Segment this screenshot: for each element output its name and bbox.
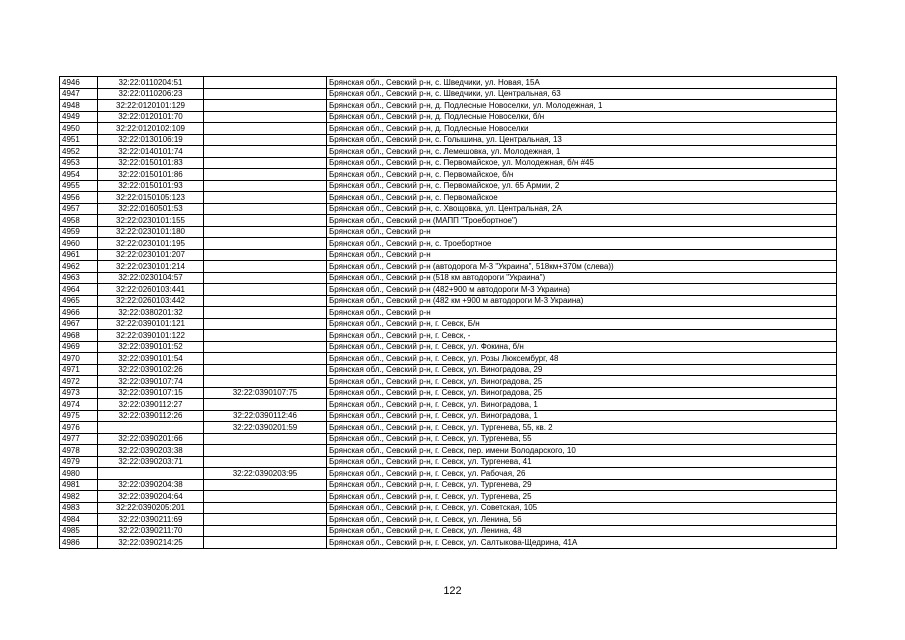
- address-cell: Брянская обл., Севский р-н, г. Севск, ул. Рабочая, 26: [327, 468, 837, 480]
- address-cell: Брянская обл., Севский р-н, г. Севск, ул. Виноградова, 25: [327, 376, 837, 388]
- address-cell: Брянская обл., Севский р-н: [327, 307, 837, 319]
- cadastral-number-cell: 32:22:0120102:109: [98, 123, 204, 135]
- address-cell: Брянская обл., Севский р-н (автодорога М-3 "Украина", 518км+370м (слева)): [327, 261, 837, 273]
- table-row: [60, 399, 837, 411]
- linked-cadastral-number-cell: [204, 146, 327, 158]
- cadastral-number-cell: 32:22:0390102:26: [98, 364, 204, 376]
- cadastral-number-cell: 32:22:0150105:123: [98, 192, 204, 204]
- address-cell: Брянская обл., Севский р-н, г. Севск, ул. Ленина, 48: [327, 525, 837, 537]
- address-cell: Брянская обл., Севский р-н, с. Троебортное: [327, 238, 837, 250]
- row-number-cell: 4964: [60, 284, 98, 296]
- address-cell: Брянская обл., Севский р-н, г. Севск, ул. Ленина, 56: [327, 514, 837, 526]
- cadastral-number-cell: 32:22:0390101:54: [98, 353, 204, 365]
- address-cell: Брянская обл., Севский р-н, с. Первомайское, ул. Молодежная, б/н #45: [327, 157, 837, 169]
- address-cell: Брянская обл., Севский р-н, г. Севск, ул. Тургенева, 25: [327, 491, 837, 503]
- linked-cadastral-number-cell: [204, 100, 327, 112]
- linked-cadastral-number-cell: [204, 111, 327, 123]
- table-row: [60, 364, 837, 376]
- cadastral-number-cell: 32:22:0230101:155: [98, 215, 204, 227]
- row-number-cell: 4970: [60, 353, 98, 365]
- row-number-cell: 4952: [60, 146, 98, 158]
- row-number-cell: 4971: [60, 364, 98, 376]
- address-cell: Брянская обл., Севский р-н, г. Севск, -: [327, 330, 837, 342]
- linked-cadastral-number-cell: [204, 249, 327, 261]
- cadastral-number-cell: 32:22:0380201:32: [98, 307, 204, 319]
- row-number-cell: 4959: [60, 226, 98, 238]
- table-row: [60, 456, 837, 468]
- address-cell: Брянская обл., Севский р-н, г. Севск, пер. имени Володарского, 10: [327, 445, 837, 457]
- address-cell: Брянская обл., Севский р-н, г. Севск, ул. Виноградова, 29: [327, 364, 837, 376]
- row-number-cell: 4979: [60, 456, 98, 468]
- row-number-cell: 4962: [60, 261, 98, 273]
- cadastral-number-cell: 32:22:0390101:121: [98, 318, 204, 330]
- table-row: [60, 479, 837, 491]
- address-cell: Брянская обл., Севский р-н, г. Севск, ул. Тургенева, 55: [327, 433, 837, 445]
- cadastral-number-cell: 32:22:0390205:201: [98, 502, 204, 514]
- cadastral-number-cell: 32:22:0260103:441: [98, 284, 204, 296]
- cadastral-number-cell: 32:22:0390112:26: [98, 410, 204, 422]
- cadastral-number-cell: 32:22:0390107:15: [98, 387, 204, 399]
- row-number-cell: 4969: [60, 341, 98, 353]
- address-cell: Брянская обл., Севский р-н, с. Хвощовка, ул. Центральная, 2А: [327, 203, 837, 215]
- address-cell: Брянская обл., Севский р-н, г. Севск, ул. Тургенева, 55, кв. 2: [327, 422, 837, 434]
- cadastral-number-cell: 32:22:0110206:23: [98, 88, 204, 100]
- linked-cadastral-number-cell: [204, 537, 327, 549]
- linked-cadastral-number-cell: [204, 203, 327, 215]
- row-number-cell: 4978: [60, 445, 98, 457]
- linked-cadastral-number-cell: [204, 445, 327, 457]
- table-row: [60, 261, 837, 273]
- cadastral-number-cell: 32:22:0390203:71: [98, 456, 204, 468]
- table-row: [60, 249, 837, 261]
- row-number-cell: 4951: [60, 134, 98, 146]
- linked-cadastral-number-cell: [204, 456, 327, 468]
- linked-cadastral-number-cell: [204, 433, 327, 445]
- linked-cadastral-number-cell: 32:22:0390203:95: [204, 468, 327, 480]
- cadastral-number-cell: 32:22:0160501:53: [98, 203, 204, 215]
- address-cell: Брянская обл., Севский р-н, г. Севск, ул. Виноградова, 1: [327, 410, 837, 422]
- table-row: [60, 387, 837, 399]
- cadastral-number-cell: 32:22:0230101:195: [98, 238, 204, 250]
- linked-cadastral-number-cell: [204, 514, 327, 526]
- cadastral-number-cell: 32:22:0150101:86: [98, 169, 204, 181]
- cadastral-number-cell: 32:22:0120101:70: [98, 111, 204, 123]
- linked-cadastral-number-cell: [204, 330, 327, 342]
- row-number-cell: 4954: [60, 169, 98, 181]
- address-cell: Брянская обл., Севский р-н, с. Первомайское, б/н: [327, 169, 837, 181]
- linked-cadastral-number-cell: [204, 272, 327, 284]
- linked-cadastral-number-cell: [204, 238, 327, 250]
- address-cell: Брянская обл., Севский р-н, г. Севск, ул. Фокина, б/н: [327, 341, 837, 353]
- row-number-cell: 4981: [60, 479, 98, 491]
- linked-cadastral-number-cell: [204, 88, 327, 100]
- linked-cadastral-number-cell: [204, 157, 327, 169]
- row-number-cell: 4958: [60, 215, 98, 227]
- table-row: [60, 134, 837, 146]
- row-number-cell: 4946: [60, 77, 98, 89]
- cadastral-number-cell: 32:22:0230101:214: [98, 261, 204, 273]
- cadastral-number-cell: 32:22:0110204:51: [98, 77, 204, 89]
- row-number-cell: 4976: [60, 422, 98, 434]
- row-number-cell: 4963: [60, 272, 98, 284]
- linked-cadastral-number-cell: [204, 353, 327, 365]
- row-number-cell: 4949: [60, 111, 98, 123]
- address-cell: Брянская обл., Севский р-н (МАПП "Троебортное"): [327, 215, 837, 227]
- linked-cadastral-number-cell: 32:22:0390107:75: [204, 387, 327, 399]
- cadastral-number-cell: 32:22:0390204:38: [98, 479, 204, 491]
- table-row: [60, 433, 837, 445]
- row-number-cell: 4955: [60, 180, 98, 192]
- row-number-cell: 4966: [60, 307, 98, 319]
- linked-cadastral-number-cell: [204, 341, 327, 353]
- table-row: [60, 157, 837, 169]
- row-number-cell: 4957: [60, 203, 98, 215]
- linked-cadastral-number-cell: [204, 479, 327, 491]
- linked-cadastral-number-cell: [204, 399, 327, 411]
- address-cell: Брянская обл., Севский р-н, г. Севск, ул. Салтыкова-Щедрина, 41А: [327, 537, 837, 549]
- linked-cadastral-number-cell: [204, 261, 327, 273]
- row-number-cell: 4977: [60, 433, 98, 445]
- cadastral-number-cell: 32:22:0390204:64: [98, 491, 204, 503]
- linked-cadastral-number-cell: [204, 180, 327, 192]
- linked-cadastral-number-cell: [204, 215, 327, 227]
- address-cell: Брянская обл., Севский р-н, д. Подлесные Новоселки, б/н: [327, 111, 837, 123]
- address-cell: Брянская обл., Севский р-н, г. Севск, ул. Виноградова, 1: [327, 399, 837, 411]
- cadastral-number-cell: 32:22:0390101:52: [98, 341, 204, 353]
- page-number: 122: [443, 585, 462, 597]
- address-cell: Брянская обл., Севский р-н, с. Шведчики, ул. Новая, 15А: [327, 77, 837, 89]
- table-row: [60, 238, 837, 250]
- table-row: [60, 111, 837, 123]
- row-number-cell: 4947: [60, 88, 98, 100]
- row-number-cell: 4982: [60, 491, 98, 503]
- table-row: [60, 491, 837, 503]
- cadastral-number-cell: 32:22:0150101:93: [98, 180, 204, 192]
- address-cell: Брянская обл., Севский р-н: [327, 226, 837, 238]
- table-row: [60, 307, 837, 319]
- row-number-cell: 4956: [60, 192, 98, 204]
- table-row: [60, 445, 837, 457]
- address-cell: Брянская обл., Севский р-н, с. Первомайское: [327, 192, 837, 204]
- table-row: [60, 100, 837, 112]
- linked-cadastral-number-cell: [204, 192, 327, 204]
- linked-cadastral-number-cell: [204, 295, 327, 307]
- address-cell: Брянская обл., Севский р-н, г. Севск, ул. Тургенева, 29: [327, 479, 837, 491]
- address-cell: Брянская обл., Севский р-н, г. Севск, ул. Советская, 105: [327, 502, 837, 514]
- table-row: [60, 77, 837, 89]
- cadastral-number-cell: 32:22:0390203:38: [98, 445, 204, 457]
- cadastral-number-cell: 32:22:0390201:66: [98, 433, 204, 445]
- cadastral-number-cell: 32:22:0390211:69: [98, 514, 204, 526]
- cadastral-number-cell: 32:22:0230101:180: [98, 226, 204, 238]
- cadastral-number-cell: 32:22:0140101:74: [98, 146, 204, 158]
- records-table-body: [60, 77, 837, 549]
- table-row: [60, 272, 837, 284]
- linked-cadastral-number-cell: [204, 502, 327, 514]
- address-cell: Брянская обл., Севский р-н, с. Голышина, ул. Центральная, 13: [327, 134, 837, 146]
- table-row: [60, 341, 837, 353]
- cadastral-number-cell: 32:22:0390112:27: [98, 399, 204, 411]
- address-cell: Брянская обл., Севский р-н, д. Подлесные Новоселки: [327, 123, 837, 135]
- cadastral-number-cell: 32:22:0390107:74: [98, 376, 204, 388]
- address-cell: Брянская обл., Севский р-н, с. Шведчики, ул. Центральная, 63: [327, 88, 837, 100]
- address-cell: Брянская обл., Севский р-н, г. Севск, ул. Розы Люксембург, 48: [327, 353, 837, 365]
- table-row: [60, 318, 837, 330]
- row-number-cell: 4953: [60, 157, 98, 169]
- linked-cadastral-number-cell: 32:22:0390112:46: [204, 410, 327, 422]
- table-row: [60, 502, 837, 514]
- table-row: [60, 203, 837, 215]
- table-row: [60, 192, 837, 204]
- row-number-cell: 4950: [60, 123, 98, 135]
- table-row: [60, 353, 837, 365]
- address-cell: Брянская обл., Севский р-н, г. Севск, ул. Виноградова, 25: [327, 387, 837, 399]
- cadastral-number-cell: [98, 468, 204, 480]
- linked-cadastral-number-cell: [204, 376, 327, 388]
- linked-cadastral-number-cell: [204, 77, 327, 89]
- row-number-cell: 4985: [60, 525, 98, 537]
- cadastral-number-cell: 32:22:0150101:83: [98, 157, 204, 169]
- cadastral-number-cell: 32:22:0120101:129: [98, 100, 204, 112]
- cadastral-number-cell: 32:22:0230104:57: [98, 272, 204, 284]
- cadastral-number-cell: 32:22:0130106:19: [98, 134, 204, 146]
- row-number-cell: 4965: [60, 295, 98, 307]
- address-cell: Брянская обл., Севский р-н (482 км +900 м автодороги М-3 Украина): [327, 295, 837, 307]
- table-row: [60, 376, 837, 388]
- cadastral-number-cell: 32:22:0390211:70: [98, 525, 204, 537]
- linked-cadastral-number-cell: [204, 491, 327, 503]
- table-row: [60, 88, 837, 100]
- address-cell: Брянская обл., Севский р-н: [327, 249, 837, 261]
- table-row: [60, 123, 837, 135]
- linked-cadastral-number-cell: [204, 525, 327, 537]
- row-number-cell: 4972: [60, 376, 98, 388]
- table-row: [60, 146, 837, 158]
- row-number-cell: 4975: [60, 410, 98, 422]
- table-row: [60, 422, 837, 434]
- linked-cadastral-number-cell: [204, 134, 327, 146]
- table-row: [60, 169, 837, 181]
- table-row: [60, 295, 837, 307]
- linked-cadastral-number-cell: [204, 364, 327, 376]
- row-number-cell: 4973: [60, 387, 98, 399]
- linked-cadastral-number-cell: [204, 226, 327, 238]
- linked-cadastral-number-cell: [204, 123, 327, 135]
- cadastral-number-cell: 32:22:0260103:442: [98, 295, 204, 307]
- linked-cadastral-number-cell: [204, 169, 327, 181]
- address-cell: Брянская обл., Севский р-н, д. Подлесные Новоселки, ул. Молодежная, 1: [327, 100, 837, 112]
- table-row: [60, 215, 837, 227]
- table-row: [60, 226, 837, 238]
- row-number-cell: 4968: [60, 330, 98, 342]
- address-cell: Брянская обл., Севский р-н, с. Первомайское, ул. 65 Армии, 2: [327, 180, 837, 192]
- row-number-cell: 4980: [60, 468, 98, 480]
- linked-cadastral-number-cell: [204, 307, 327, 319]
- linked-cadastral-number-cell: [204, 284, 327, 296]
- table-row: [60, 514, 837, 526]
- row-number-cell: 4961: [60, 249, 98, 261]
- row-number-cell: 4983: [60, 502, 98, 514]
- records-table: [59, 76, 837, 549]
- row-number-cell: 4948: [60, 100, 98, 112]
- table-row: [60, 468, 837, 480]
- row-number-cell: 4960: [60, 238, 98, 250]
- cadastral-number-cell: 32:22:0230101:207: [98, 249, 204, 261]
- linked-cadastral-number-cell: 32:22:0390201:59: [204, 422, 327, 434]
- table-row: [60, 537, 837, 549]
- address-cell: Брянская обл., Севский р-н (518 км автодороги "Украина"): [327, 272, 837, 284]
- row-number-cell: 4984: [60, 514, 98, 526]
- table-row: [60, 410, 837, 422]
- address-cell: Брянская обл., Севский р-н, с. Лемешовка, ул. Молодежная, 1: [327, 146, 837, 158]
- table-row: [60, 525, 837, 537]
- row-number-cell: 4986: [60, 537, 98, 549]
- cadastral-number-cell: 32:22:0390101:122: [98, 330, 204, 342]
- table-row: [60, 330, 837, 342]
- linked-cadastral-number-cell: [204, 318, 327, 330]
- address-cell: Брянская обл., Севский р-н, г. Севск, ул. Тургенева, 41: [327, 456, 837, 468]
- row-number-cell: 4967: [60, 318, 98, 330]
- cadastral-number-cell: 32:22:0390214:25: [98, 537, 204, 549]
- address-cell: Брянская обл., Севский р-н (482+900 м автодороги М-3 Украина): [327, 284, 837, 296]
- cadastral-number-cell: [98, 422, 204, 434]
- address-cell: Брянская обл., Севский р-н, г. Севск, Б/н: [327, 318, 837, 330]
- table-row: [60, 284, 837, 296]
- row-number-cell: 4974: [60, 399, 98, 411]
- table-row: [60, 180, 837, 192]
